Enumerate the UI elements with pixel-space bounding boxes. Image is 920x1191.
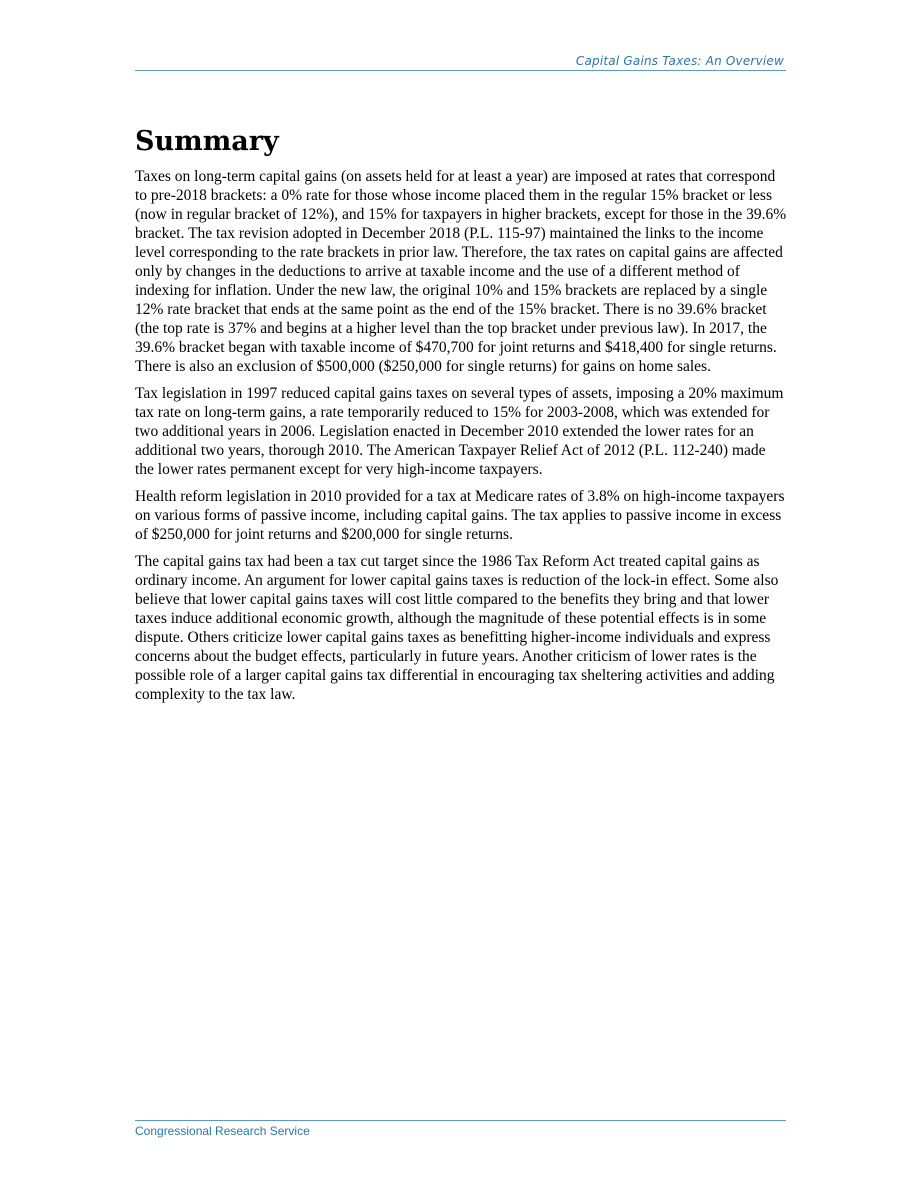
summary-paragraph-3: Health reform legislation in 2010 provided for a tax at Medicare rates of 3.8% on high-income taxpayers on various forms of passive income, including capital gains. The tax applies to passive income in excess of $250,000 for joint returns and $200,000 for single returns. [135, 488, 785, 543]
summary-section [135, 124, 787, 712]
footer-organization: Congressional Research Service [135, 1124, 310, 1138]
summary-paragraph-4: The capital gains tax had been a tax cut target since the 1986 Tax Reform Act treated capital gains as ordinary income. An argument for lower capital gains taxes is reduction of the lock-in effect. Some also believe that lower capital gains taxes will cost little compared to the benefits they bring and that lower taxes induce additional economic growth, although the magnitude of these potential effects is in some dispute. Others criticize lower capital gains taxes as benefitting higher-income individuals and express concerns about the budget effects, particularly in future years. Another criticism of lower rates is the possible role of a larger capital gains tax differential in encouraging tax sheltering activities and adding complexity to the tax law. [135, 553, 779, 703]
running-header [135, 54, 786, 71]
running-header-title: Capital Gains Taxes: An Overview [575, 54, 784, 68]
summary-paragraph-2: Tax legislation in 1997 reduced capital gains taxes on several types of assets, imposing a 20% maximum tax rate on long-term gains, a rate temporarily reduced to 15% for 2003-2008, which was extended for two additional years in 2006. Legislation enacted in December 2010 extended the lower rates for an additional two years, thorough 2010. The American Taxpayer Relief Act of 2012 (P.L. 112-240) made the lower rates permanent except for very high-income taxpayers. [135, 385, 784, 478]
summary-paragraph-1: Taxes on long-term capital gains (on assets held for at least a year) are imposed at rates that correspond to pre-2018 brackets: a 0% rate for those whose income placed them in the regular 15% bracket or less (now in regular bracket of 12%), and 15% for taxpayers in higher brackets, except for those in the 39.6% bracket. The tax revision adopted in December 2018 (P.L. 115-97) maintained the links to the income level corresponding to the rate brackets in prior law. Therefore, the tax rates on capital gains are affected only by changes in the deductions to arrive at taxable income and the use of a different method of indexing for inflation. Under the new law, the original 10% and 15% brackets are replaced by a single 12% rate bracket that ends at the same point as the end of the 15% bracket. There is no 39.6% bracket (the top rate is 37% and begins at a higher level than the top bracket under previous law). In 2017, the 39.6% bracket began with taxable income of $470,700 for joint returns and $418,400 for single returns. There is also an exclusion of $500,000 ($250,000 for single returns) for gains on home sales. [135, 168, 787, 375]
running-footer [135, 1120, 786, 1138]
summary-heading: Summary [135, 126, 279, 157]
